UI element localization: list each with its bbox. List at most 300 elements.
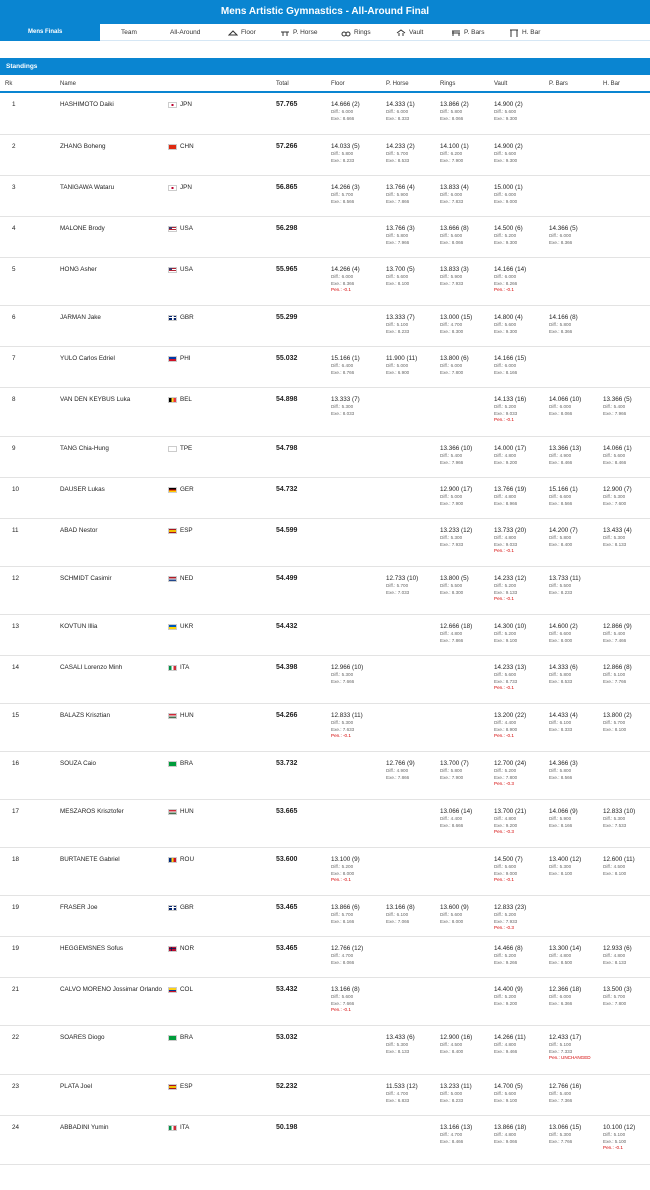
score-diff: Diff.: 4.800 [440, 631, 463, 636]
score-exe: Exe.: 7.666 [331, 1000, 355, 1006]
total-score: 54.599 [276, 527, 298, 534]
score-main: 12.766 (12) [331, 945, 364, 952]
score-main: 14.333 (1) [386, 101, 415, 108]
nation-code: UKR [180, 623, 194, 630]
score-exe: Exe.: 7.966 [440, 459, 464, 465]
score-pbars [549, 945, 581, 966]
score-main: 13.400 (12) [549, 856, 582, 863]
score-main: 14.600 (2) [549, 623, 578, 630]
athlete-name[interactable]: TANG Chia-Hung [60, 445, 109, 452]
score-diff: Diff.: 5.200 [494, 768, 517, 773]
score-diff: Diff.: 5.600 [494, 1091, 517, 1096]
score-main: 12.866 (8) [603, 664, 632, 671]
table-row [0, 478, 650, 519]
score-penalty: Pen.: -0.1 [331, 287, 351, 293]
nation-code: ITA [180, 1124, 190, 1131]
score-pbars [549, 760, 578, 781]
score-exe: Exe.: 8.100 [386, 280, 410, 286]
score-diff: Diff.: 5.700 [603, 720, 626, 725]
page-title: Mens Artistic Gymnastics - All-Around Final [220, 6, 430, 17]
score-rings [440, 266, 469, 287]
nation [168, 445, 192, 452]
score-hbar [603, 664, 632, 685]
nation-code: PHI [180, 355, 191, 362]
score-exe: Exe.: 7.900 [440, 500, 464, 506]
score-diff: Diff.: 5.300 [386, 1042, 409, 1047]
tab-parallel-bars-label: P. Bars [464, 29, 485, 36]
score-pbars [549, 808, 578, 829]
athlete-name[interactable]: ABBADINI Yumin [60, 1124, 109, 1131]
table-row [0, 978, 650, 1026]
score-exe: Exe.: 7.800 [440, 369, 464, 375]
athlete-name[interactable]: CALVO MORENO Jossimar Orlando [60, 986, 163, 993]
score-rings [440, 1083, 472, 1104]
score-main: 13.866 (2) [440, 101, 469, 108]
flag-icon [168, 987, 177, 993]
score-diff: Diff.: 5.200 [494, 583, 517, 588]
score-hbar [603, 712, 632, 733]
score-penalty: Pen.: -0.1 [494, 877, 514, 883]
score-main: 14.400 (9) [494, 986, 523, 993]
athlete-name[interactable]: JARMAN Jake [60, 314, 101, 321]
athlete-name[interactable]: SOUZA Caio [60, 760, 97, 767]
score-diff: Diff.: 6.000 [494, 192, 517, 197]
col-rings: Rings [440, 81, 456, 87]
score-diff: Diff.: 5.800 [440, 109, 463, 114]
total-score: 56.865 [276, 184, 298, 191]
nation [168, 712, 194, 719]
score-pbars [549, 486, 578, 507]
score-diff: Diff.: 5.100 [549, 1042, 572, 1047]
score-main: 12.700 (24) [494, 760, 527, 767]
score-exe: Exe.: 9.033 [494, 541, 518, 547]
flag-icon [168, 528, 177, 534]
score-main: 13.100 (9) [331, 856, 360, 863]
athlete-name[interactable]: VAN DEN KEYBUS Luka [60, 396, 131, 403]
tab-parallel-bars[interactable] [451, 24, 484, 41]
score-phorse [386, 184, 415, 205]
athlete-name[interactable]: DAUSER Lukas [60, 486, 105, 493]
score-diff: Diff.: 6.000 [440, 363, 463, 368]
nation-code: USA [180, 225, 193, 232]
score-exe: Exe.: 8.166 [331, 918, 355, 924]
score-phorse [386, 904, 415, 925]
score-exe: Exe.: 8.233 [549, 589, 573, 595]
score-main: 13.366 (10) [440, 445, 473, 452]
athlete-name[interactable]: TANIGAWA Wataru [60, 184, 115, 191]
score-exe: Exe.: 9.100 [494, 637, 518, 643]
nation-code: ESP [180, 1083, 193, 1090]
score-main: 13.166 (13) [440, 1124, 473, 1131]
score-rings [440, 101, 469, 122]
score-penalty: Pen.: -0.1 [331, 1007, 351, 1013]
score-main: 12.833 (10) [603, 808, 636, 815]
score-rings [440, 143, 469, 164]
table-row [0, 752, 650, 800]
score-diff: Diff.: 5.700 [386, 583, 409, 588]
score-diff: Diff.: 6.000 [331, 109, 354, 114]
score-vault [494, 904, 526, 932]
score-exe: Exe.: 7.333 [549, 1048, 573, 1054]
score-main: 14.333 (6) [549, 664, 578, 671]
score-hbar [603, 1124, 635, 1152]
tab-high-bar[interactable] [509, 24, 540, 41]
athlete-name[interactable]: KOVTUN Illia [60, 623, 98, 630]
total-score: 53.465 [276, 904, 298, 911]
score-main: 13.500 (3) [603, 986, 632, 993]
score-diff: Diff.: 5.700 [331, 912, 354, 917]
score-diff: Diff.: 5.400 [440, 453, 463, 458]
score-diff: Diff.: 4.700 [440, 1132, 463, 1137]
score-diff: Diff.: 5.000 [440, 494, 463, 499]
nation [168, 266, 193, 273]
rank: 5 [12, 266, 16, 273]
score-diff: Diff.: 5.800 [549, 322, 572, 327]
rank: 9 [12, 445, 16, 452]
table-row [0, 848, 650, 896]
nation [168, 314, 194, 321]
total-score: 53.600 [276, 856, 298, 863]
athlete-name[interactable]: SOARES Diogo [60, 1034, 105, 1041]
tab-floor[interactable] [228, 24, 256, 41]
rank: 18 [12, 856, 20, 863]
athlete-name[interactable]: YULO Carlos Edriel [60, 355, 115, 362]
tab-mens-finals[interactable]: Mens Finals [0, 24, 100, 41]
flag-icon [168, 761, 177, 767]
score-main: 14.500 (7) [494, 856, 523, 863]
high-bar-icon [509, 29, 519, 37]
score-main: 13.800 (2) [603, 712, 632, 719]
score-exe: Exe.: 7.900 [440, 774, 464, 780]
score-exe: Exe.: 7.800 [603, 1000, 627, 1006]
vault-icon [396, 29, 406, 37]
score-exe: Exe.: 9.466 [494, 1048, 518, 1054]
score-vault [494, 486, 526, 507]
score-exe: Exe.: 8.533 [549, 678, 573, 684]
rank: 8 [12, 396, 16, 403]
score-exe: Exe.: 7.033 [386, 589, 410, 595]
score-vault [494, 143, 523, 164]
score-main: 12.766 (9) [386, 760, 415, 767]
score-exe: Exe.: 6.900 [386, 369, 410, 375]
rank: 22 [12, 1034, 20, 1041]
athlete-name[interactable]: MALONE Brody [60, 225, 105, 232]
score-diff: Diff.: 5.400 [549, 1091, 572, 1096]
score-diff: Diff.: 5.300 [331, 672, 354, 677]
score-main: 13.166 (8) [386, 904, 415, 911]
score-main: 13.333 (7) [386, 314, 415, 321]
rank: 6 [12, 314, 16, 321]
score-rings [440, 1034, 472, 1055]
score-exe: Exe.: 7.600 [603, 500, 627, 506]
score-exe: Exe.: 8.166 [549, 822, 573, 828]
athlete-name[interactable]: HASHIMOTO Daiki [60, 101, 114, 108]
score-main: 14.233 (2) [386, 143, 415, 150]
score-main: 13.000 (15) [440, 314, 473, 321]
score-main: 13.066 (14) [440, 808, 473, 815]
score-exe: Exe.: 8.166 [494, 369, 518, 375]
score-vault [494, 184, 523, 205]
score-main: 13.300 (14) [549, 945, 582, 952]
total-score: 55.032 [276, 355, 298, 362]
total-score: 53.432 [276, 986, 298, 993]
nation-code: JPN [180, 101, 192, 108]
tab-floor-label: Floor [241, 29, 256, 36]
score-penalty: Pen.: -0.1 [494, 417, 514, 423]
score-exe: Exe.: 8.233 [440, 1097, 464, 1103]
score-exe: Exe.: 7.766 [549, 1138, 573, 1144]
total-score: 54.432 [276, 623, 298, 630]
nation [168, 575, 193, 582]
score-exe: Exe.: 8.566 [549, 500, 573, 506]
flag-icon [168, 226, 177, 232]
score-vault [494, 225, 523, 246]
score-main: 14.300 (10) [494, 623, 527, 630]
nation [168, 527, 193, 534]
nation-code: GBR [180, 904, 194, 911]
athlete-name[interactable]: MESZAROS Krisztofer [60, 808, 124, 815]
score-exe: Exe.: 8.766 [331, 369, 355, 375]
tab-team[interactable] [121, 24, 137, 41]
score-main: 11.533 (12) [386, 1083, 418, 1090]
score-floor [331, 664, 363, 685]
nation-code: GER [180, 486, 194, 493]
athlete-name[interactable]: ZHANG Boheng [60, 143, 106, 150]
nation-code: TPE [180, 445, 193, 452]
score-diff: Diff.: 5.800 [440, 768, 463, 773]
score-main: 13.800 (5) [440, 575, 469, 582]
score-exe: Exe.: 8.033 [331, 410, 355, 416]
nation-code: HUN [180, 808, 194, 815]
rank: 21 [12, 986, 20, 993]
pommel-horse-icon [280, 29, 290, 37]
athlete-name[interactable]: ABAD Nestor [60, 527, 98, 534]
athlete-name[interactable]: BURTANETE Gabriel [60, 856, 120, 863]
score-main: 14.066 (9) [549, 808, 578, 815]
score-diff: Diff.: 5.900 [386, 192, 409, 197]
flag-icon [168, 1084, 177, 1090]
score-diff: Diff.: 4.500 [440, 1042, 463, 1047]
score-exe: Exe.: 8.100 [549, 870, 573, 876]
nation-code: BRA [180, 760, 193, 767]
score-phorse [386, 225, 415, 246]
score-exe: Exe.: 8.466 [603, 459, 627, 465]
score-exe: Exe.: 8.666 [331, 115, 355, 121]
score-rings [440, 1124, 472, 1145]
score-exe: Exe.: 7.533 [603, 822, 627, 828]
col-hbar: H. Bar [603, 81, 621, 87]
score-diff: Diff.: 5.500 [440, 583, 463, 588]
nation [168, 143, 194, 150]
flag-icon [168, 144, 177, 150]
score-vault [494, 575, 526, 603]
nation [168, 486, 194, 493]
score-vault [494, 712, 526, 740]
nation-code: JPN [180, 184, 192, 191]
table-row [0, 1075, 650, 1116]
nation-code: COL [180, 986, 193, 993]
score-exe: Exe.: 8.100 [603, 726, 627, 732]
score-exe: Exe.: 7.866 [386, 198, 410, 204]
rings-icon [341, 29, 351, 37]
score-floor [331, 712, 363, 740]
flag-icon [168, 665, 177, 671]
nation [168, 101, 192, 108]
score-floor [331, 355, 360, 376]
score-exe: Exe.: 8.133 [603, 959, 627, 965]
score-main: 14.200 (7) [549, 527, 578, 534]
score-penalty: Pen.: UNCHANGED [549, 1055, 591, 1061]
score-exe: Exe.: 8.066 [440, 239, 464, 245]
score-main: 13.700 (5) [386, 266, 415, 273]
score-main: 14.066 (10) [549, 396, 582, 403]
total-score: 54.732 [276, 486, 298, 493]
score-main: 12.866 (9) [603, 623, 632, 630]
score-hbar [603, 623, 632, 644]
nation-code: ITA [180, 664, 190, 671]
nation [168, 1083, 193, 1090]
score-diff: Diff.: 5.100 [603, 1132, 626, 1137]
score-diff: Diff.: 5.800 [386, 233, 409, 238]
score-diff: Diff.: 5.300 [549, 864, 572, 869]
flag-icon [168, 267, 177, 273]
score-exe: Exe.: 8.133 [603, 541, 627, 547]
score-rings [440, 486, 472, 507]
flag-icon [168, 857, 177, 863]
score-main: 14.900 (2) [494, 101, 523, 108]
nation-code: BEL [180, 396, 192, 403]
score-floor [331, 266, 360, 294]
score-exe: Exe.: 8.666 [440, 822, 464, 828]
flag-icon [168, 315, 177, 321]
score-diff: Diff.: 4.500 [603, 864, 626, 869]
rank: 24 [12, 1124, 20, 1131]
score-diff: Diff.: 5.200 [494, 631, 517, 636]
score-diff: Diff.: 4.900 [549, 453, 572, 458]
table-row [0, 258, 650, 306]
rank: 23 [12, 1083, 20, 1090]
tab-all-around[interactable] [170, 24, 200, 41]
score-main: 13.733 (11) [549, 575, 581, 582]
table-row [0, 937, 650, 978]
score-main: 13.600 (9) [440, 904, 469, 911]
score-main: 13.233 (12) [440, 527, 473, 534]
flag-icon [168, 809, 177, 815]
score-vault [494, 527, 526, 555]
score-phorse [386, 1034, 415, 1055]
score-penalty: Pen.: -0.3 [494, 925, 514, 931]
table-row [0, 800, 650, 848]
col-pbars: P. Bars [549, 81, 568, 87]
score-vault [494, 445, 526, 466]
score-main: 14.133 (16) [494, 396, 527, 403]
nation [168, 856, 194, 863]
flag-icon [168, 713, 177, 719]
score-exe: Exe.: 8.066 [440, 115, 464, 121]
nation-code: HUN [180, 712, 194, 719]
score-main: 14.266 (3) [331, 184, 360, 191]
score-exe: Exe.: 8.466 [549, 459, 573, 465]
nation [168, 1124, 189, 1131]
score-vault [494, 101, 523, 122]
score-main: 14.233 (12) [494, 575, 527, 582]
score-exe: Exe.: 7.766 [603, 678, 627, 684]
col-phorse: P. Horse [386, 81, 409, 87]
score-pbars [549, 986, 581, 1007]
score-main: 13.166 (8) [331, 986, 360, 993]
spacer [0, 41, 650, 58]
score-main: 14.266 (4) [331, 266, 360, 273]
score-pbars [549, 664, 578, 685]
score-pbars [549, 527, 578, 548]
score-phorse [386, 314, 415, 335]
score-main: 13.766 (4) [386, 184, 415, 191]
score-pbars [549, 225, 578, 246]
rank: 11 [12, 527, 19, 534]
score-diff: Diff.: 5.600 [440, 912, 463, 917]
total-score: 54.798 [276, 445, 298, 452]
table-row [0, 93, 650, 135]
score-main: 12.833 (23) [494, 904, 527, 911]
athlete-name[interactable]: PLATA Joel [60, 1083, 92, 1090]
score-exe: Exe.: 9.133 [494, 589, 518, 595]
score-exe: Exe.: 8.066 [331, 959, 355, 965]
score-exe: Exe.: 9.200 [494, 1000, 518, 1006]
rank: 16 [12, 760, 20, 767]
score-main: 15.000 (1) [494, 184, 523, 191]
score-exe: Exe.: 8.900 [494, 726, 518, 732]
score-diff: Diff.: 5.600 [494, 151, 517, 156]
athlete-name[interactable]: SCHMIDT Casimir [60, 575, 112, 582]
athlete-name[interactable]: HONG Asher [60, 266, 97, 273]
score-rings [440, 623, 472, 644]
score-exe: Exe.: 7.933 [440, 541, 464, 547]
score-main: 14.900 (2) [494, 143, 523, 150]
score-exe: Exe.: 7.966 [386, 239, 410, 245]
score-main: 12.933 (6) [603, 945, 632, 952]
score-exe: Exe.: 7.900 [440, 157, 464, 163]
col-rk: Rk [5, 81, 13, 87]
athlete-name[interactable]: HEGGEMSNES Sofus [60, 945, 123, 952]
score-main: 14.666 (2) [331, 101, 360, 108]
athlete-name[interactable]: BALAZS Krisztian [60, 712, 111, 719]
score-diff: Diff.: 4.800 [549, 953, 572, 958]
rank: 19 [12, 945, 20, 952]
score-diff: Diff.: 6.600 [549, 494, 572, 499]
score-main: 13.833 (3) [440, 266, 469, 273]
score-penalty: Pen.: -0.1 [494, 287, 514, 293]
nation-code: USA [180, 266, 193, 273]
tab-vault-label: Vault [409, 29, 424, 36]
score-pbars [549, 396, 581, 417]
flag-icon [168, 397, 177, 403]
athlete-name[interactable]: CASALI Lorenzo Minh [60, 664, 123, 671]
score-diff: Diff.: 6.600 [549, 631, 572, 636]
score-exe: Exe.: 7.066 [386, 918, 410, 924]
score-main: 12.766 (16) [549, 1083, 582, 1090]
athlete-name[interactable]: FRASER Joe [60, 904, 98, 911]
tab-rings[interactable] [341, 24, 371, 41]
score-diff: Diff.: 6.400 [331, 363, 354, 368]
total-score: 50.198 [276, 1124, 298, 1131]
tab-pommel-horse[interactable] [280, 24, 317, 41]
score-diff: Diff.: 5.700 [386, 151, 409, 156]
nation [168, 945, 194, 952]
score-main: 14.000 (17) [494, 445, 527, 452]
tab-vault[interactable] [396, 24, 423, 41]
tab-all-around-label: All-Around [170, 29, 201, 36]
score-diff: Diff.: 5.200 [494, 233, 517, 238]
